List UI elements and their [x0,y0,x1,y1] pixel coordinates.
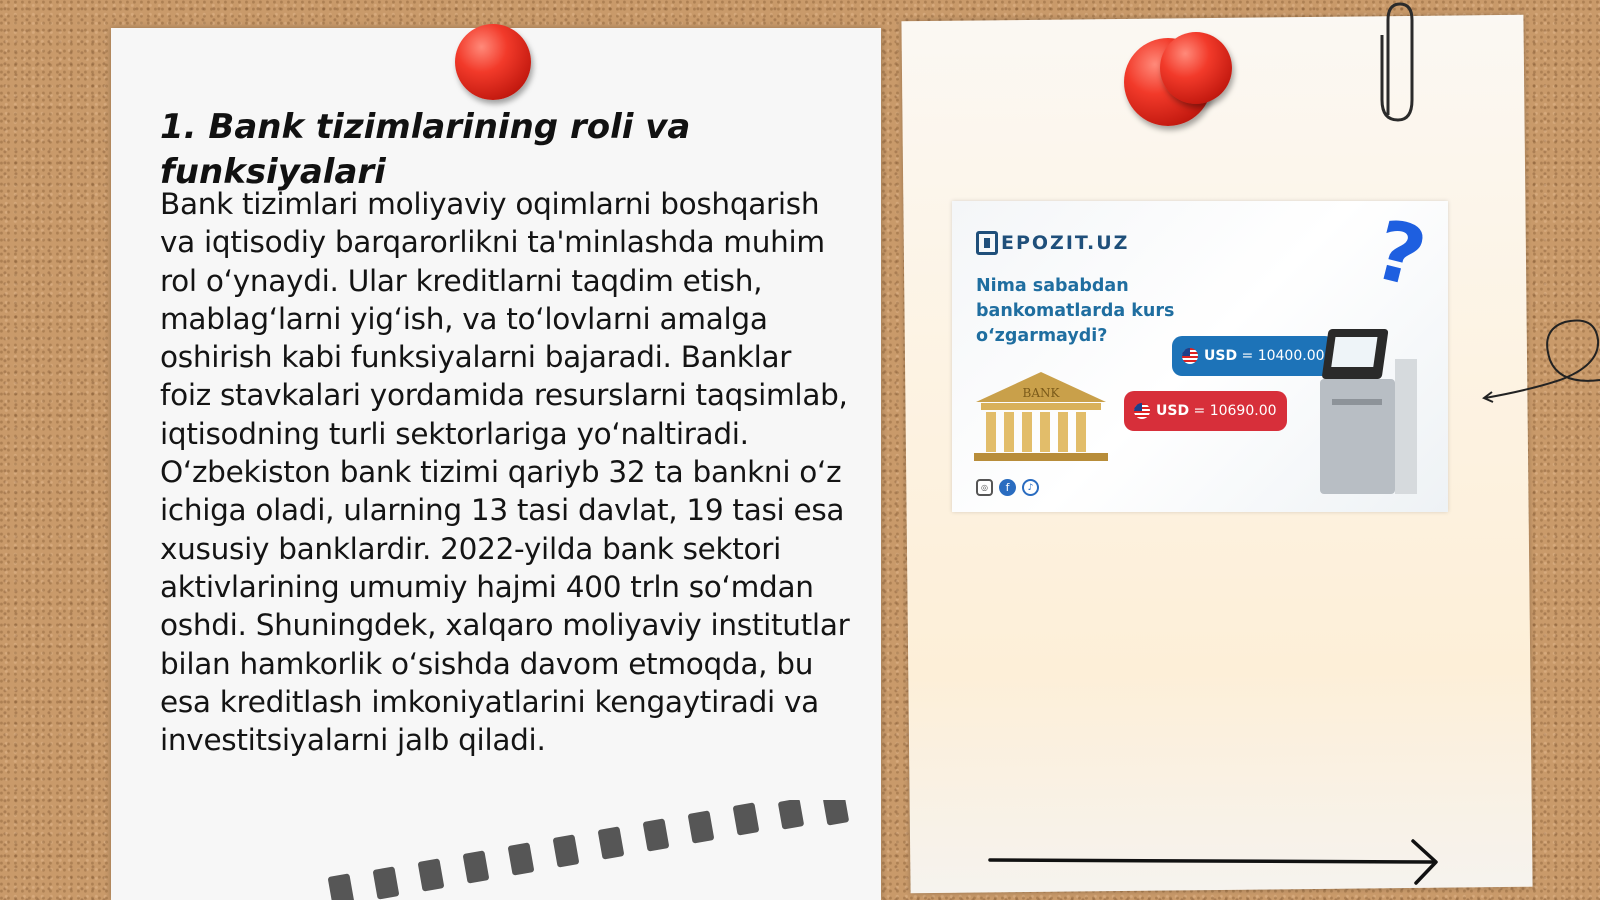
push-pin-icon [1160,32,1232,104]
slide-title: 1. Bank tizimlarining roli va funksiyalari [160,107,691,192]
arrow-right-icon [988,838,1448,888]
instagram-icon[interactable]: ◎ [976,479,993,496]
us-flag-icon [1134,403,1150,419]
social-icons [976,479,1039,496]
torn-paper-tabs [320,800,880,900]
facebook-icon[interactable]: f [999,479,1016,496]
paperclip-icon [1370,0,1420,130]
ad-headline: Nima sababdan bankomatlarda kurs o‘zgarmaydi? [976,276,1175,346]
rate-value: = 10400.00 [1241,348,1325,364]
rate-currency: USD [1156,403,1190,419]
depozit-ad-image [952,201,1448,512]
ad-logo-text: EPOZIT.UZ [1001,232,1130,254]
push-pin-icon [455,24,531,100]
rate-value: = 10690.00 [1193,403,1277,419]
rate-currency: USD [1204,348,1238,364]
atm-machine-icon [1310,319,1420,499]
scribble-arrow-icon [1480,310,1600,420]
tiktok-icon[interactable]: ♪ [1022,479,1039,496]
question-mark-icon: ? [1365,202,1435,307]
bank-sign: BANK [1022,386,1060,400]
slide-body-text: Bank tizimlari moliyaviy oqimlarni boshqarish va iqtisodiy barqarorlikni ta'minlashda muhim rol o‘ynaydi. Ular kreditlarni taqdim etish, mablag‘larni yig‘ish, va to‘lovlarni amalga oshirish kabi funksiyalarni bajaradi. Banklar foiz stavkalari yordamida resurslarni taqsimlab, iqtisodning turli sektorlariga yo‘naltiradi. O‘zbekiston bank tizimi qariyb 32 ta bankni o‘z ichiga oladi, ularning 13 tasi davlat, 19 tasi esa xususiy banklardir. 2022-yilda bank sektori aktivlarining umumiy hajmi 400 trln so‘mdan oshdi. Shuningdek, xalqaro moliyaviy institutlar bilan hamkorlik o‘sishda davom etmoqda, bu esa kreditlash imkoniyatlarini kengaytiradi va investitsiyalarni jalb qiladi. [160,187,850,758]
us-flag-icon [1182,348,1198,364]
rate-bubble-red [1124,391,1287,431]
bank-building-icon [966,367,1116,467]
ad-logo [976,231,1129,255]
depozit-logo-icon [976,231,998,255]
